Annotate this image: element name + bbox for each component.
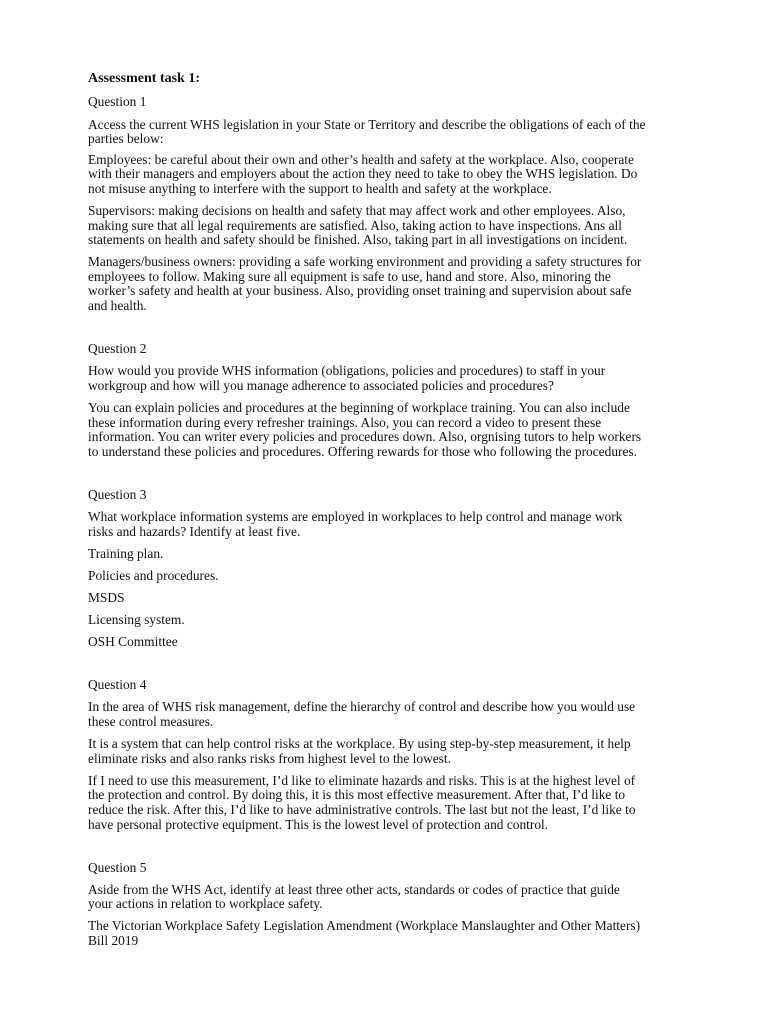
text-line: these information during every refresher trainings. Also, you can record a video to present these [88,415,602,430]
question-1-heading: Question 1 [88,94,147,109]
text-line: workgroup and how will you manage adherence to associated policies and procedures? [88,378,554,393]
text-line: worker’s safety and health at your business. Also, providing onset training and supervision about safe [88,283,632,298]
text-line: parties below: [88,131,164,146]
text-line: your actions in relation to workplace safety. [88,896,323,911]
text-line: Employees: be careful about their own and other’s health and safety at the workplace. Also, cooperate [88,152,634,167]
text-line: It is a system that can help control risks at the workplace. By using step-by-step measurement, it help [88,736,631,751]
text-line: making sure that all legal requirements are satisfied. Also, taking action to have inspections. Ans all [88,218,623,233]
text-line: information. You can writer every policies and procedures down. Also, orgnising tutors to help workers [88,429,642,444]
text-line: The Victorian Workplace Safety Legislation Amendment (Workplace Manslaughter and Other Matters) [88,918,641,933]
text-line: Managers/business owners: providing a safe working environment and providing a safety structures for [88,254,642,269]
text-line: with their managers and employers about the action they need to take to obey the WHS legislation. Do [88,166,638,181]
text-line: these control measures. [88,714,214,729]
text-line: If I need to use this measurement, I’d like to eliminate hazards and risks. This is at the highest level of [88,773,636,788]
text-line: How would you provide WHS information (obligations, policies and procedures) to staff in your [88,363,606,378]
question-2-heading: Question 2 [88,341,147,356]
text-line: Supervisors: making decisions on health and safety that may affect work and other employees. Also, [88,203,626,218]
text-line: In the area of WHS risk management, define the hierarchy of control and describe how you would use [88,699,636,714]
text-line: What workplace information systems are employed in workplaces to help control and manage work [88,509,623,524]
list-item: Training plan. [88,546,164,561]
text-line: have personal protective equipment. This is the lowest level of protection and control. [88,817,549,832]
text-line: the protection and control. By doing this, it is this most effective measurement. After that, I’d like to [88,787,626,802]
text-line: You can explain policies and procedures at the beginning of workplace training. You can also include [88,400,630,415]
text-line: Aside from the WHS Act, identify at least three other acts, standards or codes of practice that guide [88,882,620,897]
text-line: reduce the risk. After this, I’d like to have administrative controls. The last but not the least, I’d like to [88,802,636,817]
list-item: MSDS [88,590,125,605]
text-line: eliminate risks and also ranks risks from highest level to the lowest. [88,751,451,766]
text-line: to understand these policies and procedures. Offering rewards for those who following the procedures. [88,444,637,459]
document-title: Assessment task 1: [88,71,200,86]
question-3-heading: Question 3 [88,487,147,502]
question-5-heading: Question 5 [88,860,147,875]
text-line: and health. [88,298,147,313]
text-line: Bill 2019 [88,933,139,948]
text-line: risks and hazards? Identify at least five. [88,524,301,539]
text-line: employees to follow. Making sure all equipment is safe to use, hand and store. Also, minoring the [88,269,611,284]
question-4-heading: Question 4 [88,677,147,692]
list-item: Licensing system. [88,612,185,627]
list-item: Policies and procedures. [88,568,219,583]
text-line: Access the current WHS legislation in your State or Territory and describe the obligations of each of the [88,117,646,132]
text-line: statements on health and safety should be finished. Also, taking part in all investigations on incident. [88,232,628,247]
text-line: not misuse anything to interfere with the support to health and safety at the workplace. [88,181,552,196]
list-item: OSH Committee [88,634,178,649]
